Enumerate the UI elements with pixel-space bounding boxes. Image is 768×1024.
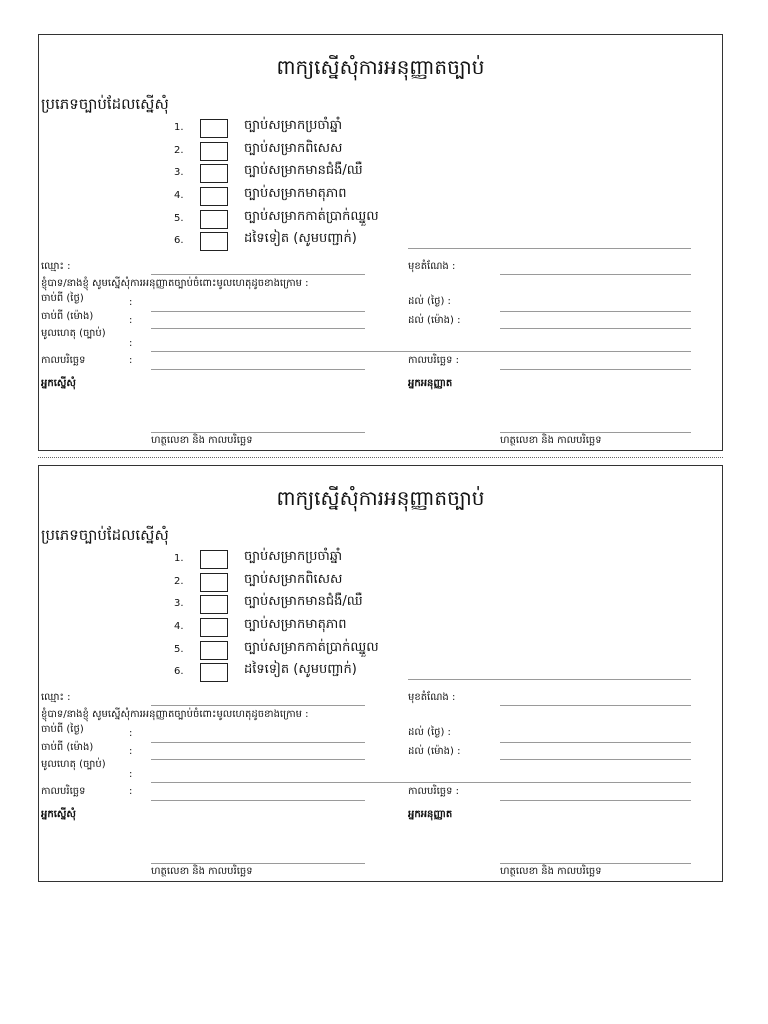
- leave-type-option: [39, 140, 722, 162]
- leave-type-option: [39, 593, 722, 615]
- option-label: ដទៃទៀត (សូមបញ្ជាក់): [244, 662, 357, 677]
- option-label: ច្បាប់សម្រាកមានជំងឺ/ឈឺ: [244, 594, 363, 609]
- requester-date-field-line: [151, 369, 365, 370]
- to-time-field-line: [500, 759, 691, 760]
- leave-type-option: [39, 185, 722, 207]
- from-time-label: ចាប់ពី (ម៉ោង): [41, 742, 94, 753]
- approver-label: អ្នកអនុញ្ញាត: [408, 378, 453, 389]
- option-number: 3.: [174, 598, 184, 609]
- from-time-colon: :: [129, 315, 133, 326]
- checkbox: [200, 550, 228, 569]
- option-label: ច្បាប់សម្រាកមានជំងឺ/ឈឺ: [244, 163, 363, 178]
- position-label: មុខតំណែង :: [408, 692, 456, 703]
- requester-signature-caption: ហត្ថលេខា និង កាលបរិច្ឆេទ: [151, 435, 253, 446]
- approver-date-field-line: [500, 800, 691, 801]
- checkbox: [200, 663, 228, 682]
- date-colon: :: [129, 786, 133, 797]
- requester-label: អ្នកស្នើសុំ: [41, 378, 76, 389]
- from-day-colon: :: [129, 728, 133, 739]
- leave-type-heading: ប្រភេទច្បាប់ដែលស្នើសុំ: [41, 95, 169, 113]
- option-number: 2.: [174, 145, 184, 156]
- checkbox: [200, 573, 228, 592]
- option-number: 6.: [174, 235, 184, 246]
- name-field-line: [151, 274, 365, 275]
- approver-signature-caption: ហត្ថលេខា និង កាលបរិច្ឆេទ: [500, 866, 602, 877]
- from-time-field-line: [151, 759, 365, 760]
- approver-date-field-line: [500, 369, 691, 370]
- date-label: កាលបរិច្ឆេទ: [41, 786, 86, 797]
- date-label: កាលបរិច្ឆេទ: [41, 355, 86, 366]
- from-time-label: ចាប់ពី (ម៉ោង): [41, 311, 94, 322]
- leave-type-option: [39, 571, 722, 593]
- reason-colon: :: [129, 769, 133, 780]
- option-number: 4.: [174, 190, 184, 201]
- option-label: ច្បាប់សម្រាកប្រចាំឆ្នាំ: [244, 118, 343, 133]
- to-day-field-line: [500, 311, 691, 312]
- option-label: ច្បាប់សម្រាកកាត់ប្រាក់ឈ្នួល: [244, 640, 379, 655]
- option-label: ច្បាប់សម្រាកពិសេស: [244, 572, 343, 587]
- option-number: 5.: [174, 644, 184, 655]
- checkbox: [200, 618, 228, 637]
- checkbox: [200, 119, 228, 138]
- to-time-label: ដល់ (ម៉ោង) :: [408, 746, 461, 757]
- option-number: 6.: [174, 666, 184, 677]
- to-day-label: ដល់ (ថ្ងៃ) :: [408, 296, 451, 307]
- leave-type-option: [39, 548, 722, 570]
- checkbox: [200, 232, 228, 251]
- requester-date-field-line: [151, 800, 365, 801]
- checkbox: [200, 142, 228, 161]
- option-label: ច្បាប់សម្រាកមាតុភាព: [244, 186, 347, 201]
- from-day-colon: :: [129, 297, 133, 308]
- option-number: 2.: [174, 576, 184, 587]
- from-day-label: ចាប់ពី (ថ្ងៃ): [41, 724, 84, 735]
- approver-signature-line: [500, 863, 691, 864]
- reason-label: មូលហេតុ (ច្បាប់): [41, 328, 106, 339]
- declaration-text: ខ្ញុំបាទ/នាងខ្ញុំ សូមស្នើសុំការអនុញ្ញាតច្បាប់ចំពោះមូលហេតុដូចខាងក្រោម :: [41, 709, 309, 720]
- option-number: 4.: [174, 621, 184, 632]
- approver-date-label: កាលបរិច្ឆេទ :: [408, 355, 459, 366]
- option-number: 1.: [174, 122, 184, 133]
- from-day-label: ចាប់ពី (ថ្ងៃ): [41, 293, 84, 304]
- position-field-line: [500, 705, 691, 706]
- name-label: ឈ្មោះ :: [41, 692, 71, 703]
- dotted-cut-line: [38, 457, 723, 458]
- requester-signature-line: [151, 432, 365, 433]
- to-time-field-line: [500, 328, 691, 329]
- other-specify-line: [408, 248, 691, 249]
- leave-request-form-copy-1: [38, 34, 723, 451]
- requester-signature-line: [151, 863, 365, 864]
- to-day-field-line: [500, 742, 691, 743]
- option-number: 3.: [174, 167, 184, 178]
- leave-type-option: [39, 117, 722, 139]
- option-label: ច្បាប់សម្រាកពិសេស: [244, 141, 343, 156]
- option-label: ដទៃទៀត (សូមបញ្ជាក់): [244, 231, 357, 246]
- checkbox: [200, 595, 228, 614]
- to-day-label: ដល់ (ថ្ងៃ) :: [408, 727, 451, 738]
- leave-request-form-copy-2: [38, 465, 723, 882]
- from-day-field-line: [151, 311, 365, 312]
- checkbox: [200, 641, 228, 660]
- date-colon: :: [129, 355, 133, 366]
- to-time-label: ដល់ (ម៉ោង) :: [408, 315, 461, 326]
- option-label: ច្បាប់សម្រាកកាត់ប្រាក់ឈ្នួល: [244, 209, 379, 224]
- option-number: 1.: [174, 553, 184, 564]
- requester-label: អ្នកស្នើសុំ: [41, 809, 76, 820]
- option-label: ច្បាប់សម្រាកមាតុភាព: [244, 617, 347, 632]
- other-specify-line: [408, 679, 691, 680]
- name-label: ឈ្មោះ :: [41, 261, 71, 272]
- leave-type-option: [39, 162, 722, 184]
- form-title: ពាក្យស្នើសុំការអនុញ្ញាតច្បាប់: [276, 55, 485, 79]
- position-label: មុខតំណែង :: [408, 261, 456, 272]
- option-label: ច្បាប់សម្រាកប្រចាំឆ្នាំ: [244, 549, 343, 564]
- from-day-field-line: [151, 742, 365, 743]
- approver-signature-line: [500, 432, 691, 433]
- reason-field-line: [151, 351, 691, 352]
- leave-type-heading: ប្រភេទច្បាប់ដែលស្នើសុំ: [41, 526, 169, 544]
- leave-type-option: [39, 616, 722, 638]
- option-number: 5.: [174, 213, 184, 224]
- leave-type-option: [39, 639, 722, 661]
- leave-type-option: [39, 208, 722, 230]
- approver-label: អ្នកអនុញ្ញាត: [408, 809, 453, 820]
- approver-signature-caption: ហត្ថលេខា និង កាលបរិច្ឆេទ: [500, 435, 602, 446]
- requester-signature-caption: ហត្ថលេខា និង កាលបរិច្ឆេទ: [151, 866, 253, 877]
- checkbox: [200, 210, 228, 229]
- reason-colon: :: [129, 338, 133, 349]
- from-time-colon: :: [129, 746, 133, 757]
- position-field-line: [500, 274, 691, 275]
- reason-field-line: [151, 782, 691, 783]
- declaration-text: ខ្ញុំបាទ/នាងខ្ញុំ សូមស្នើសុំការអនុញ្ញាតច្បាប់ចំពោះមូលហេតុដូចខាងក្រោម :: [41, 278, 309, 289]
- reason-label: មូលហេតុ (ច្បាប់): [41, 759, 106, 770]
- from-time-field-line: [151, 328, 365, 329]
- form-title: ពាក្យស្នើសុំការអនុញ្ញាតច្បាប់: [276, 486, 485, 510]
- name-field-line: [151, 705, 365, 706]
- checkbox: [200, 187, 228, 206]
- checkbox: [200, 164, 228, 183]
- approver-date-label: កាលបរិច្ឆេទ :: [408, 786, 459, 797]
